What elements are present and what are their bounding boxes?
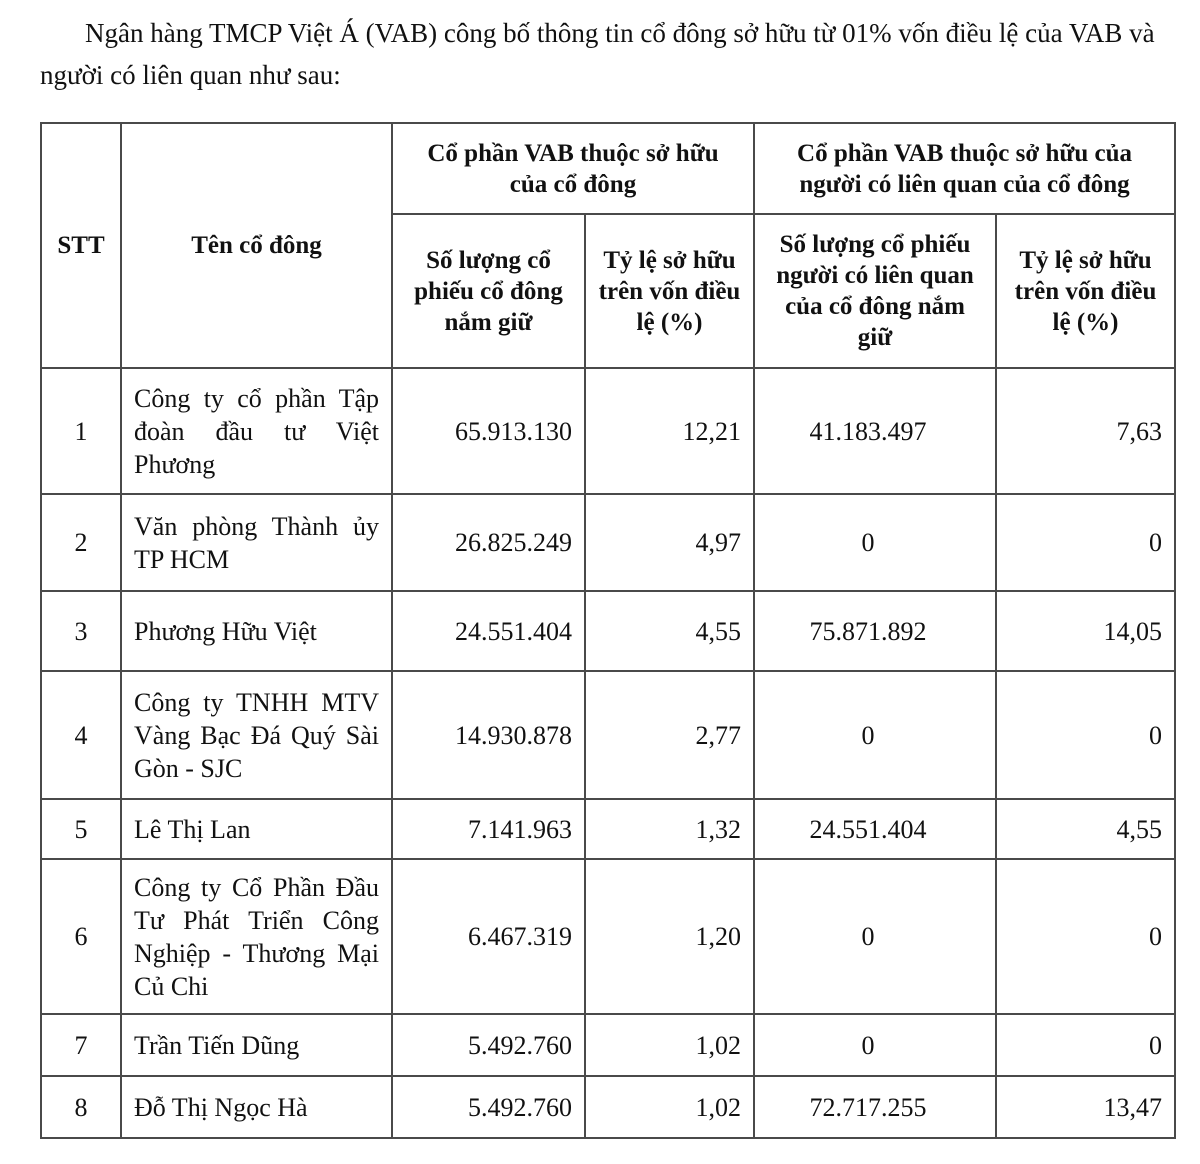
header-related-pct: Tỷ lệ sở hữu trên vốn điều lệ (%) bbox=[996, 214, 1175, 368]
table-row bbox=[41, 1076, 1175, 1138]
table-row bbox=[41, 368, 1175, 494]
header-row-group bbox=[41, 123, 1175, 214]
cell-stt: 7 bbox=[41, 1014, 121, 1076]
cell-stt: 2 bbox=[41, 494, 121, 591]
table-row bbox=[41, 671, 1175, 799]
cell-shareholder-name: Văn phòng Thành ủy TP HCM bbox=[121, 494, 392, 591]
cell-related-shares: 75.871.892 bbox=[754, 591, 996, 671]
table-row bbox=[41, 799, 1175, 859]
cell-related-pct: 7,63 bbox=[996, 368, 1175, 494]
cell-stt: 1 bbox=[41, 368, 121, 494]
table-row bbox=[41, 859, 1175, 1014]
cell-shareholder-name: Công ty cổ phần Tập đoàn đầu tư Việt Phương bbox=[121, 368, 392, 494]
cell-related-shares: 0 bbox=[754, 859, 996, 1014]
cell-related-shares: 0 bbox=[754, 671, 996, 799]
cell-related-shares: 0 bbox=[754, 494, 996, 591]
header-group-own: Cổ phần VAB thuộc sở hữu của cổ đông bbox=[392, 123, 754, 214]
cell-stt: 3 bbox=[41, 591, 121, 671]
cell-related-pct: 4,55 bbox=[996, 799, 1175, 859]
cell-own-shares: 14.930.878 bbox=[392, 671, 585, 799]
cell-stt: 4 bbox=[41, 671, 121, 799]
cell-own-shares: 5.492.760 bbox=[392, 1014, 585, 1076]
table-row bbox=[41, 1014, 1175, 1076]
cell-shareholder-name: Trần Tiến Dũng bbox=[121, 1014, 392, 1076]
cell-own-shares: 24.551.404 bbox=[392, 591, 585, 671]
cell-own-pct: 4,97 bbox=[585, 494, 754, 591]
cell-stt: 8 bbox=[41, 1076, 121, 1138]
cell-own-shares: 7.141.963 bbox=[392, 799, 585, 859]
header-name: Tên cổ đông bbox=[121, 123, 392, 368]
cell-own-pct: 1,02 bbox=[585, 1014, 754, 1076]
cell-shareholder-name: Đỗ Thị Ngọc Hà bbox=[121, 1076, 392, 1138]
cell-shareholder-name: Công ty TNHH MTV Vàng Bạc Đá Quý Sài Gòn - SJC bbox=[121, 671, 392, 799]
table-row bbox=[41, 494, 1175, 591]
cell-related-shares: 0 bbox=[754, 1014, 996, 1076]
cell-shareholder-name: Công ty Cổ Phần Đầu Tư Phát Triển Công Nghiệp - Thương Mại Củ Chi bbox=[121, 859, 392, 1014]
cell-own-pct: 1,32 bbox=[585, 799, 754, 859]
cell-own-pct: 4,55 bbox=[585, 591, 754, 671]
cell-shareholder-name: Lê Thị Lan bbox=[121, 799, 392, 859]
cell-related-pct: 0 bbox=[996, 671, 1175, 799]
header-own-shares: Số lượng cổ phiếu cổ đông nắm giữ bbox=[392, 214, 585, 368]
cell-related-pct: 13,47 bbox=[996, 1076, 1175, 1138]
cell-own-pct: 12,21 bbox=[585, 368, 754, 494]
cell-related-shares: 72.717.255 bbox=[754, 1076, 996, 1138]
cell-own-pct: 1,02 bbox=[585, 1076, 754, 1138]
header-own-pct: Tỷ lệ sở hữu trên vốn điều lệ (%) bbox=[585, 214, 754, 368]
cell-own-shares: 5.492.760 bbox=[392, 1076, 585, 1138]
table-row bbox=[41, 591, 1175, 671]
cell-related-pct: 0 bbox=[996, 494, 1175, 591]
cell-related-pct: 0 bbox=[996, 859, 1175, 1014]
header-stt: STT bbox=[41, 123, 121, 368]
shareholder-table bbox=[40, 122, 1176, 1139]
cell-stt: 5 bbox=[41, 799, 121, 859]
cell-own-pct: 1,20 bbox=[585, 859, 754, 1014]
cell-own-pct: 2,77 bbox=[585, 671, 754, 799]
cell-own-shares: 65.913.130 bbox=[392, 368, 585, 494]
cell-related-shares: 24.551.404 bbox=[754, 799, 996, 859]
cell-related-shares: 41.183.497 bbox=[754, 368, 996, 494]
cell-shareholder-name: Phương Hữu Việt bbox=[121, 591, 392, 671]
cell-related-pct: 14,05 bbox=[996, 591, 1175, 671]
cell-stt: 6 bbox=[41, 859, 121, 1014]
header-group-related: Cổ phần VAB thuộc sở hữu của người có liên quan của cổ đông bbox=[754, 123, 1175, 214]
header-related-shares: Số lượng cổ phiếu người có liên quan của cổ đông nắm giữ bbox=[754, 214, 996, 368]
cell-own-shares: 6.467.319 bbox=[392, 859, 585, 1014]
cell-related-pct: 0 bbox=[996, 1014, 1175, 1076]
cell-own-shares: 26.825.249 bbox=[392, 494, 585, 591]
intro-paragraph: Ngân hàng TMCP Việt Á (VAB) công bố thông tin cổ đông sở hữu từ 01% vốn điều lệ của VAB và người có liên quan như sau: bbox=[40, 18, 1155, 90]
